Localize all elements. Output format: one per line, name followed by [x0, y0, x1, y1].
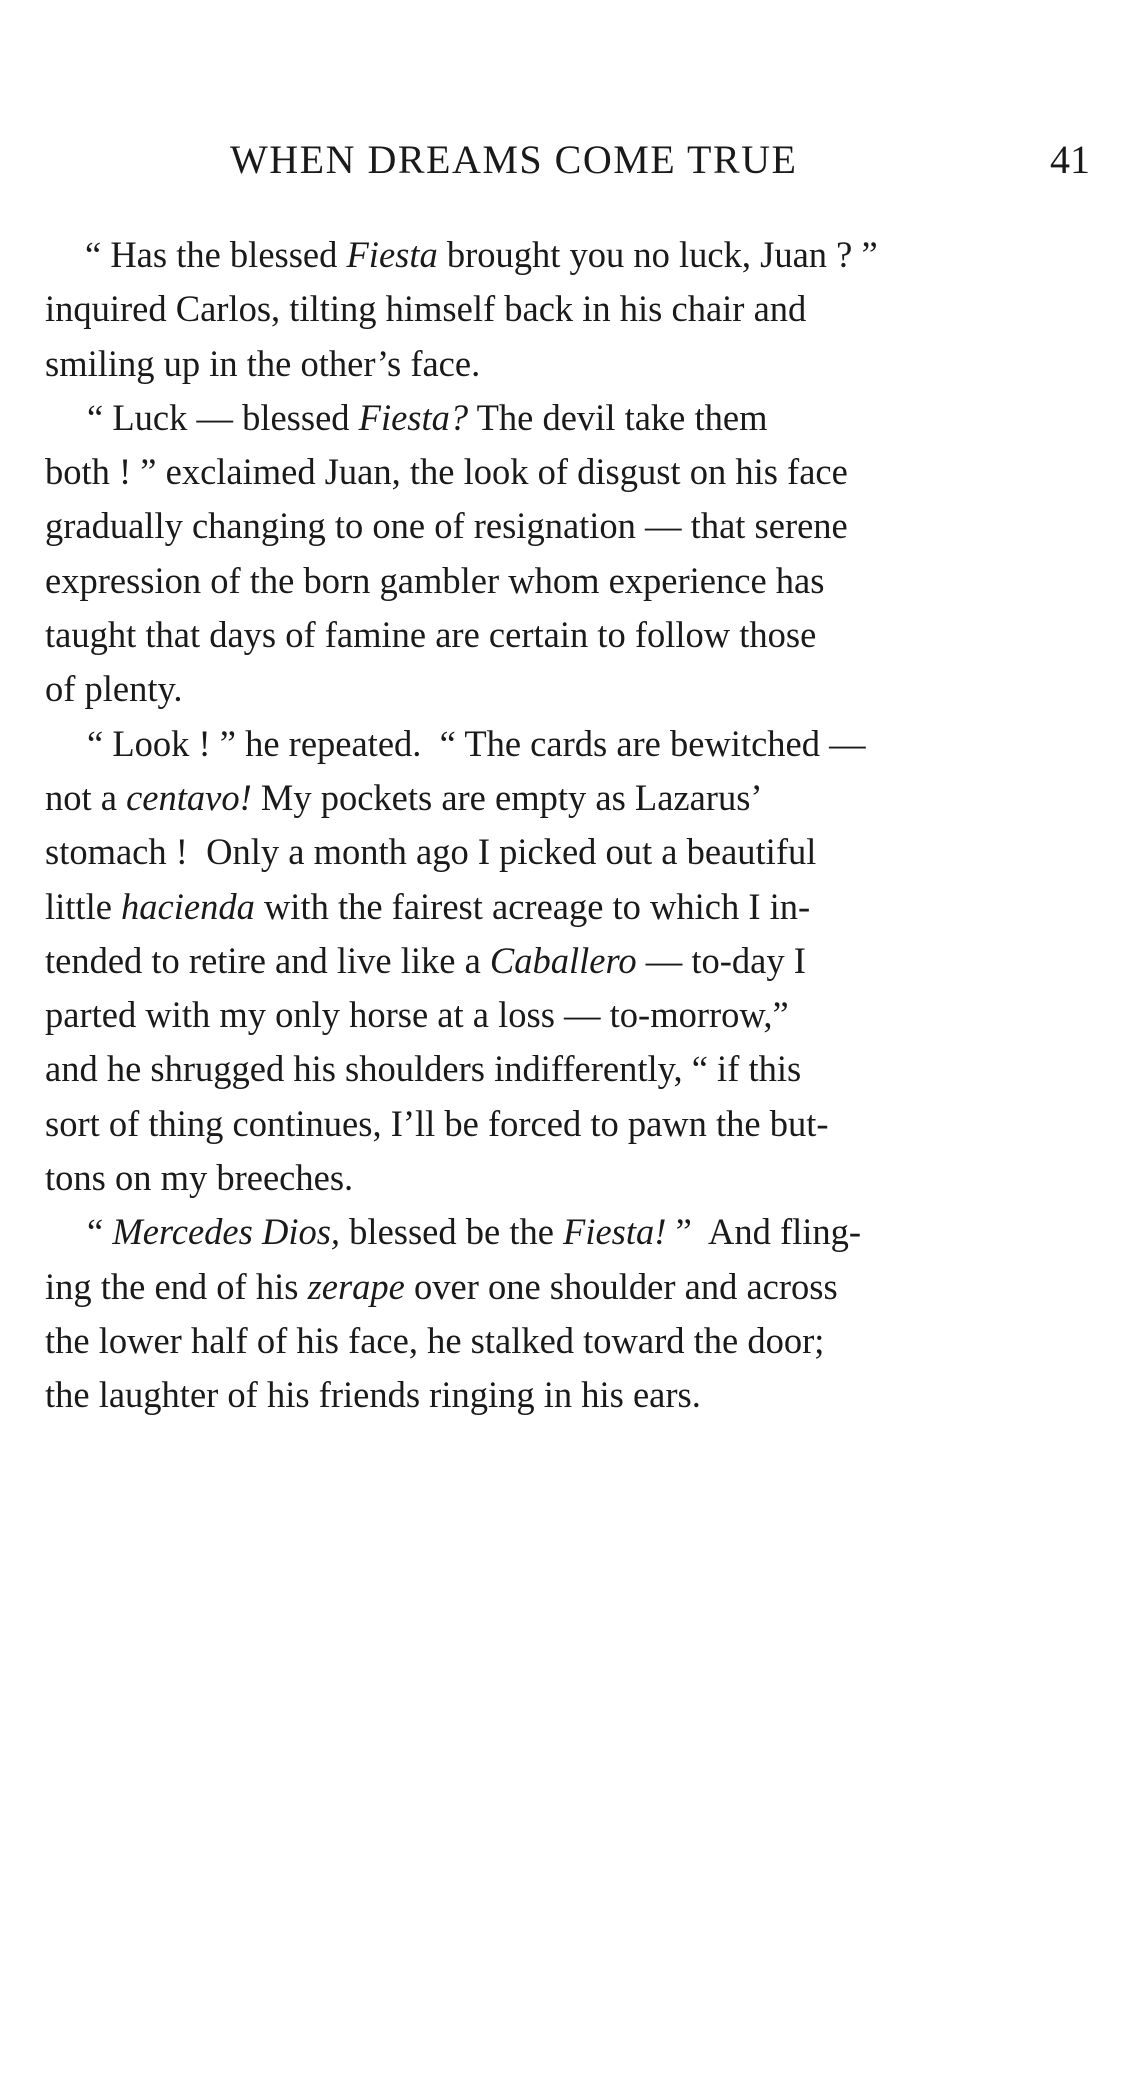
running-head	[45, 136, 1090, 186]
text-line: “ Mercedes Dios, blessed be the Fiesta! ” And fling-	[87, 1211, 862, 1253]
text-line: tons on my breeches.	[45, 1157, 354, 1199]
text-line: tended to retire and live like a Caballero — to-day I	[45, 939, 806, 981]
text-line: inquired Carlos, tilting himself back in his chair and	[45, 288, 807, 330]
text-line: “ Luck — blessed Fiesta? The devil take them	[87, 396, 768, 438]
text-line: “ Look ! ” he repeated. “ The cards are bewitched —	[87, 722, 866, 764]
text-line: “ Has the blessed Fiesta brought you no luck, Juan ? ”	[85, 234, 878, 275]
text-line: parted with my only horse at a loss — to-morrow,”	[45, 994, 789, 1036]
text-line: expression of the born gambler whom experience has	[45, 559, 825, 601]
text-line: little hacienda with the fairest acreage to which I in-	[45, 885, 811, 927]
text-line: the laughter of his friends ringing in his ears.	[45, 1374, 701, 1416]
text-line: sort of thing continues, I’ll be forced to pawn the but-	[45, 1102, 829, 1144]
text-line: and he shrugged his shoulders indifferently, “ if this	[45, 1048, 802, 1090]
text-line: ing the end of his zerape over one shoulder and across	[45, 1265, 838, 1307]
body-text	[45, 228, 1090, 1423]
text-line: both ! ” exclaimed Juan, the look of disgust on his face	[45, 451, 848, 493]
page-number: 41	[1050, 137, 1090, 182]
text-line: taught that days of famine are certain to follow those	[45, 614, 817, 656]
running-title: WHEN DREAMS COME TRUE	[230, 137, 798, 182]
text-line: not a centavo! My pockets are empty as Lazarus’	[45, 776, 763, 818]
text-line: of plenty.	[45, 668, 183, 710]
text-line: the lower half of his face, he stalked toward the door;	[45, 1319, 825, 1361]
text-line: gradually changing to one of resignation — that serene	[45, 505, 848, 547]
text-line: smiling up in the other’s face.	[45, 342, 481, 384]
text-line: stomach ! Only a month ago I picked out a beautiful	[45, 831, 817, 873]
